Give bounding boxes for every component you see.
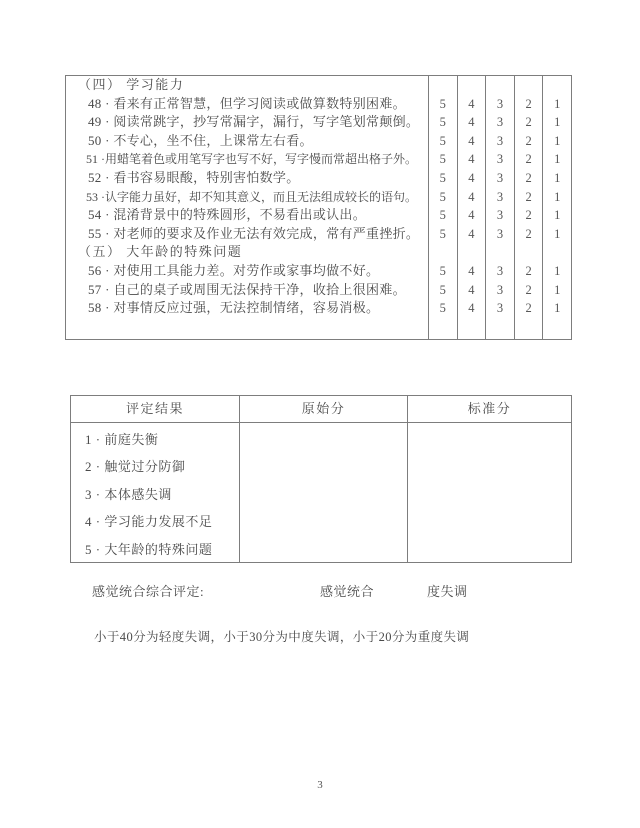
score-cell-empty [542, 76, 571, 95]
score-cell: 5 [428, 95, 457, 114]
score-cell: 4 [457, 169, 486, 188]
filler-cell [542, 318, 571, 339]
score-cell-empty [457, 243, 486, 262]
score-cell-empty [514, 243, 543, 262]
page-number: 3 [317, 779, 323, 791]
score-cell: 5 [428, 132, 457, 151]
score-cell: 3 [485, 188, 514, 207]
results-table-header [71, 396, 571, 423]
item-label: 49 · 阅读常跳字，抄写常漏字，漏行，写字笔划常颠倒。 [88, 114, 420, 130]
filler-cell [428, 318, 457, 339]
score-cell: 1 [542, 113, 571, 132]
item-label: 57 · 自己的桌子或周围无法保持干净，收拾上很困难。 [88, 281, 406, 297]
score-cell: 4 [457, 132, 486, 151]
score-cell-empty [485, 243, 514, 262]
score-cell: 3 [485, 95, 514, 114]
score-cell: 5 [428, 225, 457, 244]
learning-ability-checklist-table [65, 75, 572, 340]
score-cell: 1 [542, 206, 571, 225]
score-cell: 5 [428, 299, 457, 318]
score-cell: 1 [542, 132, 571, 151]
result-item: 1 · 前庭失衡 [85, 432, 159, 447]
score-cell: 4 [457, 95, 486, 114]
item-label: 52 · 看书容易眼酸，特别害怕数学。 [88, 169, 300, 185]
score-cell-empty [428, 76, 457, 95]
summary-line [0, 584, 640, 600]
results-table [70, 395, 572, 563]
score-cell: 5 [428, 113, 457, 132]
section-label: （五） 大年龄的特殊问题 [78, 244, 243, 260]
result-item: 4 · 学习能力发展不足 [85, 514, 213, 530]
score-cell: 2 [514, 262, 543, 281]
score-cell: 1 [542, 262, 571, 281]
item-label: 55 · 对老师的要求及作业无法有效完成，常有严重挫折。 [88, 225, 420, 241]
score-cell: 3 [485, 206, 514, 225]
filler-cell [485, 318, 514, 339]
score-cell: 2 [514, 299, 543, 318]
score-cell: 5 [428, 262, 457, 281]
score-cell-empty [485, 76, 514, 95]
score-cell: 2 [514, 169, 543, 188]
summary-label: 感觉统合综合评定: [92, 584, 205, 599]
score-cell: 1 [542, 150, 571, 169]
summary-suffix-text: 度失调 [427, 584, 468, 599]
score-cell: 3 [485, 169, 514, 188]
result-item: 3 · 本体感失调 [85, 486, 172, 502]
results-table-body [71, 423, 571, 562]
score-cell: 2 [514, 281, 543, 300]
score-cell: 1 [542, 188, 571, 207]
score-cell: 1 [542, 281, 571, 300]
result-items-column [71, 423, 239, 563]
column-header-standard-score: 标准分 [407, 396, 571, 422]
score-cell: 1 [542, 225, 571, 244]
item-label: 51 ·用蜡笔着色或用笔写字也写不好，写字慢而常超出格子外。 [86, 152, 417, 167]
score-cell: 3 [485, 299, 514, 318]
item-label: 50 · 不专心，坐不住，上课常左右看。 [88, 132, 313, 148]
criteria-text: 小于40分为轻度失调，小于30分为中度失调，小于20分为重度失调 [94, 630, 470, 644]
filler-cell [66, 318, 428, 339]
score-cell: 4 [457, 281, 486, 300]
result-item: 5 · 大年龄的特殊问题 [85, 541, 213, 557]
column-header-raw-score: 原始分 [239, 396, 407, 422]
score-cell: 2 [514, 150, 543, 169]
score-cell: 3 [485, 132, 514, 151]
filler-cell [514, 318, 543, 339]
score-cell: 4 [457, 188, 486, 207]
score-cell: 5 [428, 188, 457, 207]
score-cell: 5 [428, 281, 457, 300]
item-label: 48 · 看来有正常智慧，但学习阅读或做算数特别困难。 [88, 95, 406, 111]
column-header-result: 评定结果 [125, 401, 184, 416]
section-label: （四） 学习能力 [78, 77, 185, 92]
score-cell: 4 [457, 206, 486, 225]
score-cell: 1 [542, 169, 571, 188]
score-cell: 1 [542, 299, 571, 318]
summary-mid-text: 感觉统合 [320, 584, 375, 599]
score-cell: 3 [485, 150, 514, 169]
item-label: 58 · 对事情反应过强，无法控制情绪，容易消极。 [88, 300, 380, 316]
score-cell: 4 [457, 299, 486, 318]
score-cell: 3 [485, 281, 514, 300]
item-label: 56 · 对使用工具能力差。对劳作或家事均做不好。 [88, 262, 380, 278]
item-label: 54 · 混淆背景中的特殊圆形，不易看出或认出。 [88, 207, 367, 223]
score-cell: 5 [428, 206, 457, 225]
item-label: 53 ·认字能力虽好，却不知其意义，而且无法组成较长的语句。 [86, 189, 417, 204]
score-cell: 4 [457, 262, 486, 281]
score-cell: 2 [514, 206, 543, 225]
score-cell: 2 [514, 188, 543, 207]
score-cell: 3 [485, 225, 514, 244]
score-cell: 2 [514, 132, 543, 151]
score-cell-empty [457, 76, 486, 95]
score-cell-empty [428, 243, 457, 262]
score-cell: 5 [428, 169, 457, 188]
score-cell: 5 [428, 150, 457, 169]
score-cell: 3 [485, 262, 514, 281]
score-cell-empty [542, 243, 571, 262]
raw-score-column-empty [239, 423, 407, 563]
score-cell: 4 [457, 150, 486, 169]
standard-score-column-empty [407, 423, 571, 563]
score-cell: 2 [514, 113, 543, 132]
score-cell: 2 [514, 225, 543, 244]
score-cell: 1 [542, 95, 571, 114]
score-cell: 4 [457, 113, 486, 132]
score-cell: 2 [514, 95, 543, 114]
score-cell: 3 [485, 113, 514, 132]
result-item: 2 · 触觉过分防御 [85, 459, 186, 475]
score-cell: 4 [457, 225, 486, 244]
filler-cell [457, 318, 486, 339]
score-cell-empty [514, 76, 543, 95]
